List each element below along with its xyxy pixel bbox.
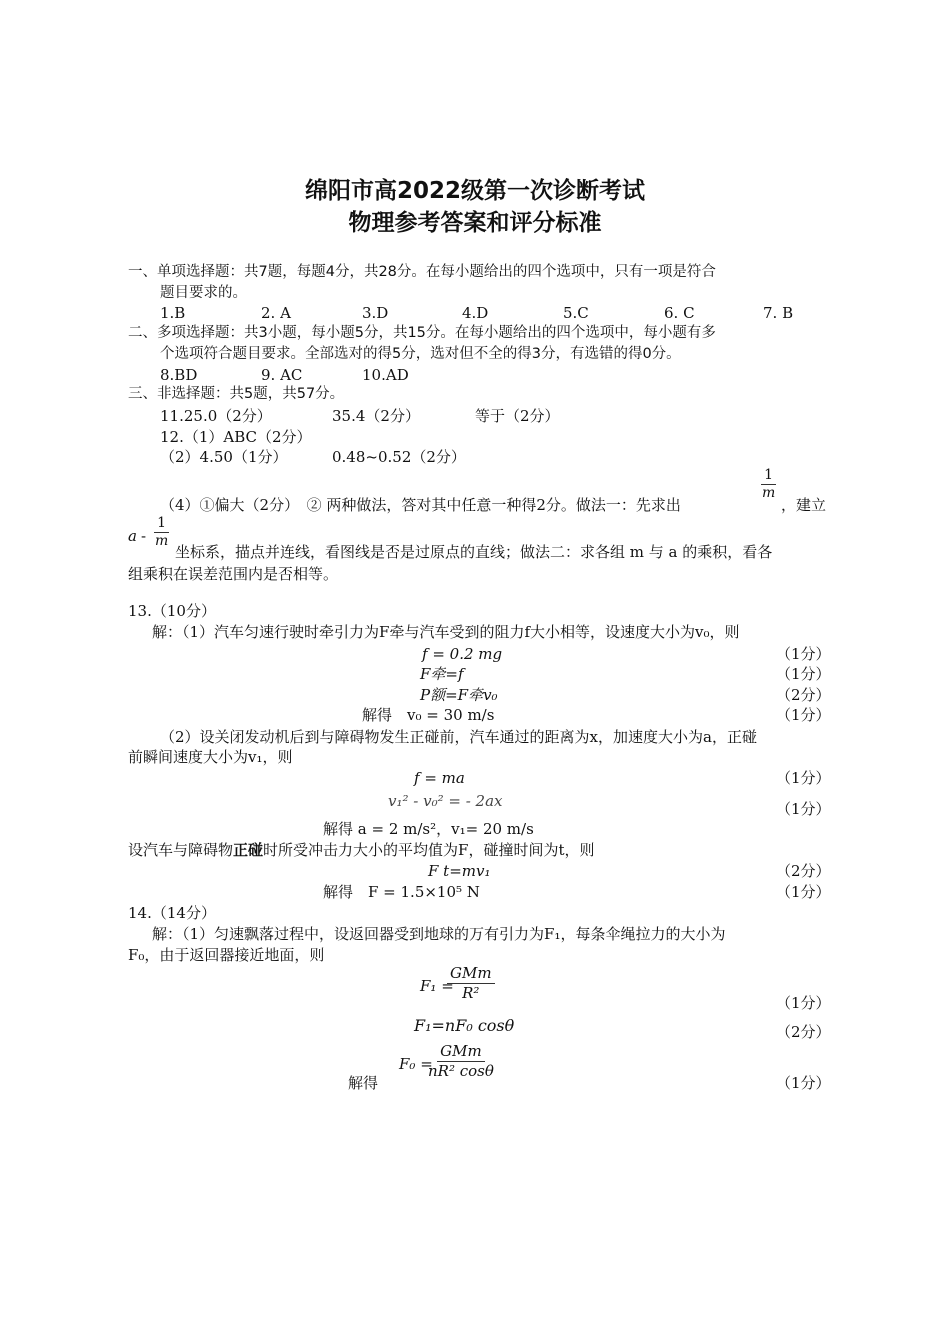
axis-one-over-m-fraction: $\frac{1}{m}$ xyxy=(155,515,169,550)
q13-score-2: （1分） xyxy=(776,665,831,683)
q14-score-2: （2分） xyxy=(776,1023,831,1041)
q14-score-1: （1分） xyxy=(776,994,831,1012)
q14-para1-cont: F₀，由于返回器接近地面，则 xyxy=(128,946,325,964)
q13-eq1: f = 0.2 mg xyxy=(422,645,503,663)
q12-part4-line2: 坐标系，描点并连线，看图线是否是过原点的直线；做法二：求各组 m 与 a 的乘积，看各 xyxy=(175,543,773,561)
q13-header: 13.（10分） xyxy=(128,602,216,620)
q13-score-4: （1分） xyxy=(776,706,831,724)
section3-header: 三、非选择题：共5题，共57分。 xyxy=(128,386,345,402)
q13-eq4: 解得 v₀ = 30 m/s xyxy=(362,706,495,724)
q12-part2-b: 0.48~0.52（2分） xyxy=(332,448,466,466)
q14-eq3-lhs: F₀ = xyxy=(399,1055,433,1073)
q11-answer-b: 35.4（2分） xyxy=(332,407,420,425)
q12-part4-line1-end: ，建立 xyxy=(781,496,827,514)
q14-eq3-label: 解得 xyxy=(348,1074,379,1092)
q14-header: 14.（14分） xyxy=(128,904,216,922)
q13-eq2: F牵=f xyxy=(420,665,464,683)
answer-1: 1.B xyxy=(160,304,186,322)
q13-para1: 解：（1）汽车匀速行驶时牵引力为F牵与汽车受到的阻力f大小相等，设速度大小为v₀，则 xyxy=(152,623,740,641)
q13-eq3: P额=F牵v₀ xyxy=(420,686,498,704)
answer-3: 3.D xyxy=(362,304,389,322)
q13-para3: 设汽车与障碍物正碰时所受冲击力大小的平均值为F，碰撞时间为t，则 xyxy=(128,841,595,859)
q14-eq1-fraction: GMm R² xyxy=(447,965,495,1001)
q13-eq8: F t=mv₁ xyxy=(428,862,491,880)
q13-score-5: （1分） xyxy=(776,769,831,787)
one-over-m-fraction: $\frac{1}{m}$ xyxy=(762,467,776,502)
answer-10: 10.AD xyxy=(362,366,409,384)
q13-eq5: f = ma xyxy=(414,769,465,787)
q13-score-7: （2分） xyxy=(776,862,831,880)
axis-dash: - xyxy=(141,527,147,545)
page-subtitle: 物理参考答案和评分标准 xyxy=(348,210,602,236)
q13-score-1: （1分） xyxy=(776,645,831,663)
q14-score-3: （1分） xyxy=(776,1074,831,1092)
q13-score-8: （1分） xyxy=(776,883,831,901)
q11-answer-a: 11.25.0（2分） xyxy=(160,407,272,425)
q13-eq9: 解得 F = 1.5×10⁵ N xyxy=(323,883,480,901)
answer-7: 7. B xyxy=(763,304,794,322)
answer-4: 4.D xyxy=(462,304,489,322)
q13-para2: （2）设关闭发动机后到与障碍物发生正碰前，汽车通过的距离为x，加速度大小为a，正碰 xyxy=(160,728,757,746)
q12-part4-line3: 组乘积在误差范围内是否相等。 xyxy=(128,565,339,583)
q13-score-3: （2分） xyxy=(776,686,831,704)
q12-part1: 12.（1）ABC（2分） xyxy=(160,428,312,446)
q12-part2-a: （2）4.50（1分） xyxy=(160,448,288,466)
section2-header: 二、多项选择题：共3小题，每小题5分，共15分。在每小题给出的四个选项中，每小题有多 xyxy=(128,325,716,341)
q12-part4-line1: （4）①偏大（2分） ② 两种做法，答对其中任意一种得2分。做法一：先求出 xyxy=(160,496,681,514)
axis-a-label: a xyxy=(128,527,137,545)
answer-8: 8.BD xyxy=(160,366,198,384)
page-title: 绵阳市高2022级第一次诊断考试 xyxy=(304,178,645,204)
q14-para1: 解：（1）匀速飘落过程中，设返回器受到地球的万有引力为F₁，每条伞绳拉力的大小为 xyxy=(152,925,726,943)
q14-eq3-fraction: GMm nR² cosθ xyxy=(428,1042,494,1080)
section2-header-cont: 个选项符合题目要求。全部选对的得5分，选对但不全的得3分，有选错的得0分。 xyxy=(160,346,681,362)
answer-9: 9. AC xyxy=(261,366,303,384)
answer-2: 2. A xyxy=(261,304,291,322)
q11-answer-c: 等于（2分） xyxy=(475,407,560,425)
q13-eq7: 解得 a = 2 m/s²，v₁= 20 m/s xyxy=(323,820,534,838)
q14-eq1-lhs: F₁ = xyxy=(420,977,454,995)
answer-5: 5.C xyxy=(563,304,589,322)
q13-para2-cont: 前瞬间速度大小为v₁，则 xyxy=(128,748,293,766)
q13-score-6: （1分） xyxy=(776,800,831,818)
answer-6: 6. C xyxy=(664,304,695,322)
q13-eq6: v₁² - v₀² = - 2ax xyxy=(388,792,503,810)
q14-eq2: F₁=nF₀ cosθ xyxy=(414,1016,515,1035)
section1-header-cont: 题目要求的。 xyxy=(160,285,247,301)
section1-header: 一、单项选择题：共7题，每题4分，共28分。在每小题给出的四个选项中，只有一项是符合 xyxy=(128,264,716,280)
